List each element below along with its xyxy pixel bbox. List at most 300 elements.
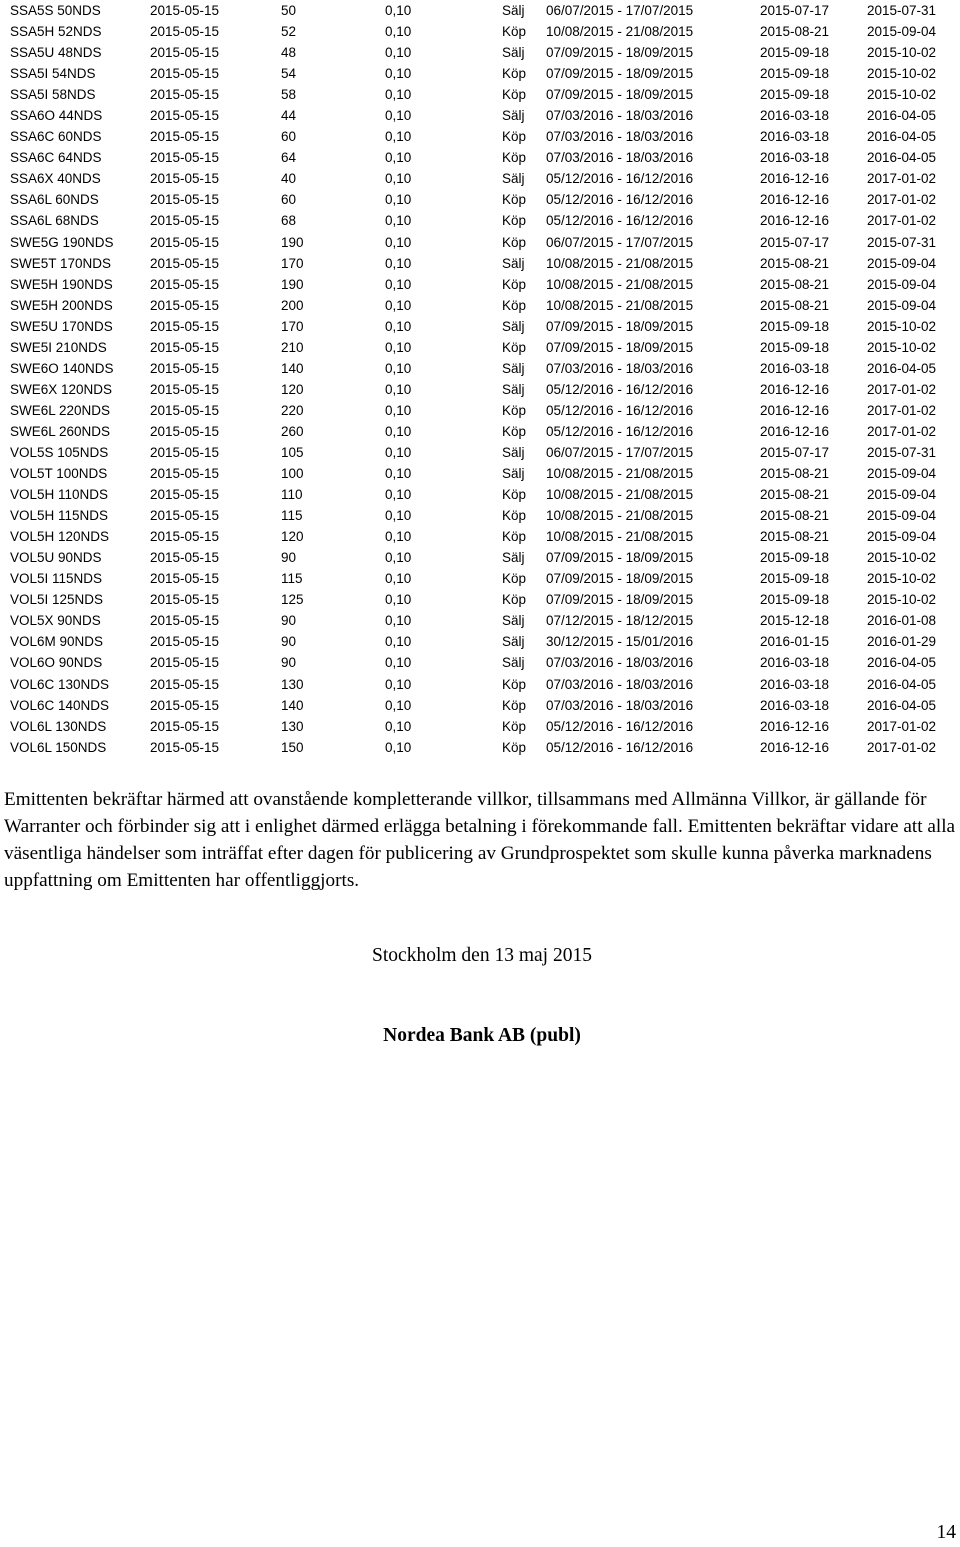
cell-start-date: 2015-05-15 bbox=[150, 466, 220, 482]
cell-expiry-date: 2015-12-18 bbox=[760, 613, 830, 629]
cell-valuation-period: 06/07/2015 - 17/07/2015 bbox=[546, 3, 694, 18]
table-row bbox=[10, 674, 950, 695]
table-row bbox=[10, 105, 950, 126]
cell-warrant-name: SSA6C 60NDS bbox=[10, 129, 102, 145]
cell-valuation-period: 10/08/2015 - 21/08/2015 bbox=[546, 297, 694, 313]
cell-expiry-date: 2016-03-18 bbox=[760, 697, 830, 713]
cell-strike: 52 bbox=[281, 24, 297, 40]
cell-start-date: 2015-05-15 bbox=[150, 381, 220, 397]
cell-valuation-period: 05/12/2016 - 16/12/2016 bbox=[546, 718, 694, 734]
cell-expiry-date: 2015-09-18 bbox=[760, 318, 830, 334]
cell-strike: 120 bbox=[281, 381, 304, 397]
cell-settlement-date: 2015-09-04 bbox=[867, 297, 937, 313]
cell-start-date: 2015-05-15 bbox=[150, 129, 220, 145]
cell-valuation-period: 07/03/2016 - 18/03/2016 bbox=[546, 150, 694, 166]
cell-settlement-date: 2015-07-31 bbox=[867, 234, 937, 250]
cell-multiplier: 0,10 bbox=[385, 613, 412, 629]
cell-start-date: 2015-05-15 bbox=[150, 550, 220, 566]
page-number: 14 bbox=[936, 1522, 956, 1543]
table-row bbox=[10, 316, 950, 337]
cell-start-date: 2015-05-15 bbox=[150, 192, 220, 208]
table-row bbox=[10, 737, 950, 758]
table-row bbox=[10, 63, 950, 84]
cell-type: Sälj bbox=[502, 255, 525, 271]
cell-start-date: 2015-05-15 bbox=[150, 655, 220, 671]
cell-type: Köp bbox=[502, 234, 527, 250]
cell-type: Köp bbox=[502, 423, 527, 439]
cell-multiplier: 0,10 bbox=[385, 529, 412, 545]
cell-multiplier: 0,10 bbox=[385, 402, 412, 418]
cell-settlement-date: 2016-04-05 bbox=[867, 697, 937, 713]
cell-strike: 115 bbox=[281, 508, 303, 524]
cell-settlement-date: 2016-04-05 bbox=[867, 360, 937, 376]
cell-expiry-date: 2016-12-16 bbox=[760, 213, 830, 229]
cell-type: Sälj bbox=[502, 171, 525, 187]
table-row bbox=[10, 253, 950, 274]
cell-valuation-period: 07/03/2016 - 18/03/2016 bbox=[546, 360, 694, 376]
cell-valuation-period: 10/08/2015 - 21/08/2015 bbox=[546, 276, 694, 292]
cell-expiry-date: 2015-08-21 bbox=[760, 276, 830, 292]
cell-warrant-name: VOL5I 125NDS bbox=[10, 592, 104, 608]
cell-settlement-date: 2015-10-02 bbox=[867, 339, 937, 355]
table-row bbox=[10, 274, 950, 295]
cell-expiry-date: 2016-12-16 bbox=[760, 402, 830, 418]
cell-settlement-date: 2015-10-02 bbox=[867, 318, 937, 334]
table-row bbox=[10, 568, 950, 589]
cell-type: Köp bbox=[502, 192, 527, 208]
cell-multiplier: 0,10 bbox=[385, 739, 412, 755]
cell-settlement-date: 2015-09-04 bbox=[867, 529, 937, 545]
table-row bbox=[10, 463, 950, 484]
cell-warrant-name: SSA5I 58NDS bbox=[10, 87, 96, 103]
cell-valuation-period: 07/09/2015 - 18/09/2015 bbox=[546, 550, 694, 566]
cell-warrant-name: SSA6X 40NDS bbox=[10, 171, 101, 187]
cell-strike: 150 bbox=[281, 739, 304, 755]
cell-valuation-period: 10/08/2015 - 21/08/2015 bbox=[546, 508, 694, 524]
cell-type: Köp bbox=[502, 66, 527, 82]
cell-start-date: 2015-05-15 bbox=[150, 108, 220, 124]
cell-warrant-name: VOL5U 90NDS bbox=[10, 550, 102, 566]
cell-start-date: 2015-05-15 bbox=[150, 297, 220, 313]
cell-multiplier: 0,10 bbox=[385, 550, 412, 566]
cell-strike: 200 bbox=[281, 297, 304, 313]
cell-warrant-name: SWE5U 170NDS bbox=[10, 318, 113, 334]
cell-settlement-date: 2015-07-31 bbox=[867, 3, 937, 18]
cell-warrant-name: VOL5S 105NDS bbox=[10, 444, 109, 460]
cell-settlement-date: 2016-04-05 bbox=[867, 129, 937, 145]
cell-start-date: 2015-05-15 bbox=[150, 634, 220, 650]
cell-multiplier: 0,10 bbox=[385, 276, 412, 292]
cell-start-date: 2015-05-15 bbox=[150, 444, 220, 460]
cell-strike: 110 bbox=[281, 487, 303, 503]
cell-valuation-period: 07/03/2016 - 18/03/2016 bbox=[546, 676, 694, 692]
table-row bbox=[10, 589, 950, 610]
cell-expiry-date: 2015-08-21 bbox=[760, 529, 830, 545]
cell-expiry-date: 2016-12-16 bbox=[760, 739, 830, 755]
cell-settlement-date: 2016-01-08 bbox=[867, 613, 937, 629]
cell-expiry-date: 2016-12-16 bbox=[760, 381, 830, 397]
cell-expiry-date: 2016-03-18 bbox=[760, 150, 830, 166]
cell-multiplier: 0,10 bbox=[385, 24, 412, 40]
cell-type: Sälj bbox=[502, 550, 525, 566]
cell-strike: 105 bbox=[281, 444, 304, 460]
cell-strike: 190 bbox=[281, 234, 304, 250]
cell-settlement-date: 2016-04-05 bbox=[867, 655, 937, 671]
cell-settlement-date: 2016-01-29 bbox=[867, 634, 937, 650]
cell-strike: 40 bbox=[281, 171, 297, 187]
cell-settlement-date: 2017-01-02 bbox=[867, 423, 937, 439]
cell-type: Sälj bbox=[502, 360, 525, 376]
cell-warrant-name: SWE6L 220NDS bbox=[10, 402, 111, 418]
cell-multiplier: 0,10 bbox=[385, 213, 412, 229]
cell-multiplier: 0,10 bbox=[385, 466, 412, 482]
cell-multiplier: 0,10 bbox=[385, 444, 412, 460]
table-row bbox=[10, 21, 950, 42]
cell-multiplier: 0,10 bbox=[385, 66, 412, 82]
cell-type: Köp bbox=[502, 487, 527, 503]
cell-type: Köp bbox=[502, 529, 527, 545]
cell-settlement-date: 2017-01-02 bbox=[867, 171, 937, 187]
cell-expiry-date: 2016-12-16 bbox=[760, 718, 830, 734]
cell-valuation-period: 10/08/2015 - 21/08/2015 bbox=[546, 487, 694, 503]
warrant-table bbox=[10, 0, 950, 758]
cell-multiplier: 0,10 bbox=[385, 255, 412, 271]
cell-warrant-name: SSA5S 50NDS bbox=[10, 3, 101, 18]
cell-multiplier: 0,10 bbox=[385, 234, 412, 250]
cell-strike: 210 bbox=[281, 339, 304, 355]
cell-expiry-date: 2015-09-18 bbox=[760, 87, 830, 103]
cell-start-date: 2015-05-15 bbox=[150, 276, 220, 292]
cell-valuation-period: 05/12/2016 - 16/12/2016 bbox=[546, 739, 694, 755]
table-row bbox=[10, 168, 950, 189]
table-row bbox=[10, 505, 950, 526]
cell-type: Köp bbox=[502, 676, 527, 692]
cell-start-date: 2015-05-15 bbox=[150, 234, 220, 250]
table-row bbox=[10, 210, 950, 231]
cell-multiplier: 0,10 bbox=[385, 381, 412, 397]
cell-expiry-date: 2016-03-18 bbox=[760, 655, 830, 671]
cell-multiplier: 0,10 bbox=[385, 634, 412, 650]
cell-valuation-period: 06/07/2015 - 17/07/2015 bbox=[546, 444, 694, 460]
cell-warrant-name: VOL6C 140NDS bbox=[10, 697, 110, 713]
cell-strike: 90 bbox=[281, 655, 297, 671]
cell-multiplier: 0,10 bbox=[385, 3, 412, 18]
cell-expiry-date: 2016-03-18 bbox=[760, 108, 830, 124]
cell-expiry-date: 2016-03-18 bbox=[760, 129, 830, 145]
cell-strike: 48 bbox=[281, 45, 297, 61]
cell-warrant-name: SWE5H 200NDS bbox=[10, 297, 113, 313]
cell-settlement-date: 2015-10-02 bbox=[867, 592, 937, 608]
cell-settlement-date: 2017-01-02 bbox=[867, 381, 937, 397]
cell-multiplier: 0,10 bbox=[385, 423, 412, 439]
cell-settlement-date: 2017-01-02 bbox=[867, 739, 937, 755]
cell-type: Sälj bbox=[502, 655, 525, 671]
cell-start-date: 2015-05-15 bbox=[150, 718, 220, 734]
cell-multiplier: 0,10 bbox=[385, 45, 412, 61]
cell-strike: 60 bbox=[281, 192, 297, 208]
cell-strike: 90 bbox=[281, 613, 297, 629]
cell-multiplier: 0,10 bbox=[385, 171, 412, 187]
cell-settlement-date: 2016-04-05 bbox=[867, 676, 937, 692]
table-row bbox=[10, 232, 950, 253]
cell-warrant-name: VOL5X 90NDS bbox=[10, 613, 101, 629]
cell-valuation-period: 07/09/2015 - 18/09/2015 bbox=[546, 571, 694, 587]
cell-valuation-period: 05/12/2016 - 16/12/2016 bbox=[546, 171, 694, 187]
cell-type: Köp bbox=[502, 129, 527, 145]
cell-type: Köp bbox=[502, 697, 527, 713]
table-row bbox=[10, 695, 950, 716]
cell-settlement-date: 2015-10-02 bbox=[867, 45, 937, 61]
cell-expiry-date: 2015-08-21 bbox=[760, 297, 830, 313]
cell-expiry-date: 2015-08-21 bbox=[760, 255, 830, 271]
cell-expiry-date: 2015-09-18 bbox=[760, 550, 830, 566]
cell-expiry-date: 2015-09-18 bbox=[760, 592, 830, 608]
cell-settlement-date: 2015-09-04 bbox=[867, 276, 937, 292]
cell-expiry-date: 2016-03-18 bbox=[760, 676, 830, 692]
table-row bbox=[10, 295, 950, 316]
cell-expiry-date: 2015-08-21 bbox=[760, 24, 830, 40]
cell-valuation-period: 10/08/2015 - 21/08/2015 bbox=[546, 24, 694, 40]
table-row bbox=[10, 126, 950, 147]
cell-strike: 100 bbox=[281, 466, 304, 482]
cell-multiplier: 0,10 bbox=[385, 655, 412, 671]
cell-multiplier: 0,10 bbox=[385, 360, 412, 376]
table-row bbox=[10, 631, 950, 652]
cell-valuation-period: 07/09/2015 - 18/09/2015 bbox=[546, 87, 694, 103]
cell-start-date: 2015-05-15 bbox=[150, 3, 220, 18]
cell-valuation-period: 07/03/2016 - 18/03/2016 bbox=[546, 129, 694, 145]
cell-settlement-date: 2015-09-04 bbox=[867, 24, 937, 40]
cell-type: Sälj bbox=[502, 381, 525, 397]
cell-settlement-date: 2016-04-05 bbox=[867, 108, 937, 124]
cell-multiplier: 0,10 bbox=[385, 718, 412, 734]
cell-type: Köp bbox=[502, 24, 527, 40]
cell-start-date: 2015-05-15 bbox=[150, 402, 220, 418]
cell-type: Köp bbox=[502, 87, 527, 103]
cell-warrant-name: VOL5H 115NDS bbox=[10, 508, 109, 524]
cell-warrant-name: VOL5T 100NDS bbox=[10, 466, 108, 482]
cell-expiry-date: 2015-09-18 bbox=[760, 339, 830, 355]
cell-expiry-date: 2016-12-16 bbox=[760, 192, 830, 208]
cell-warrant-name: VOL6L 130NDS bbox=[10, 718, 107, 734]
cell-strike: 125 bbox=[281, 592, 304, 608]
cell-type: Köp bbox=[502, 297, 527, 313]
cell-expiry-date: 2016-12-16 bbox=[760, 423, 830, 439]
cell-warrant-name: SWE5G 190NDS bbox=[10, 234, 114, 250]
cell-strike: 120 bbox=[281, 529, 304, 545]
cell-type: Sälj bbox=[502, 45, 525, 61]
table-row bbox=[10, 400, 950, 421]
cell-valuation-period: 07/03/2016 - 18/03/2016 bbox=[546, 697, 694, 713]
cell-strike: 60 bbox=[281, 129, 297, 145]
cell-warrant-name: SWE5I 210NDS bbox=[10, 339, 107, 355]
cell-strike: 90 bbox=[281, 634, 297, 650]
cell-type: Köp bbox=[502, 592, 527, 608]
table-row bbox=[10, 84, 950, 105]
cell-start-date: 2015-05-15 bbox=[150, 592, 220, 608]
cell-valuation-period: 07/09/2015 - 18/09/2015 bbox=[546, 45, 694, 61]
cell-start-date: 2015-05-15 bbox=[150, 423, 220, 439]
cell-start-date: 2015-05-15 bbox=[150, 66, 220, 82]
cell-strike: 140 bbox=[281, 360, 304, 376]
cell-type: Köp bbox=[502, 739, 527, 755]
cell-settlement-date: 2015-09-04 bbox=[867, 255, 937, 271]
cell-expiry-date: 2015-08-21 bbox=[760, 508, 830, 524]
cell-expiry-date: 2016-12-16 bbox=[760, 171, 830, 187]
cell-valuation-period: 07/09/2015 - 18/09/2015 bbox=[546, 339, 694, 355]
cell-strike: 90 bbox=[281, 550, 297, 566]
cell-warrant-name: VOL6O 90NDS bbox=[10, 655, 103, 671]
cell-start-date: 2015-05-15 bbox=[150, 24, 220, 40]
cell-start-date: 2015-05-15 bbox=[150, 487, 220, 503]
cell-warrant-name: SWE5H 190NDS bbox=[10, 276, 113, 292]
cell-multiplier: 0,10 bbox=[385, 192, 412, 208]
cell-multiplier: 0,10 bbox=[385, 87, 412, 103]
cell-valuation-period: 07/03/2016 - 18/03/2016 bbox=[546, 108, 694, 124]
cell-strike: 170 bbox=[281, 318, 304, 334]
cell-type: Köp bbox=[502, 402, 527, 418]
cell-settlement-date: 2016-04-05 bbox=[867, 150, 937, 166]
cell-settlement-date: 2015-10-02 bbox=[867, 87, 937, 103]
cell-multiplier: 0,10 bbox=[385, 150, 412, 166]
cell-strike: 44 bbox=[281, 108, 297, 124]
cell-valuation-period: 05/12/2016 - 16/12/2016 bbox=[546, 402, 694, 418]
cell-start-date: 2015-05-15 bbox=[150, 613, 220, 629]
cell-warrant-name: SSA5I 54NDS bbox=[10, 66, 96, 82]
cell-type: Köp bbox=[502, 339, 527, 355]
cell-warrant-name: SSA6C 64NDS bbox=[10, 150, 102, 166]
cell-expiry-date: 2015-08-21 bbox=[760, 466, 830, 482]
cell-strike: 54 bbox=[281, 66, 297, 82]
cell-start-date: 2015-05-15 bbox=[150, 739, 220, 755]
cell-warrant-name: VOL6M 90NDS bbox=[10, 634, 104, 650]
cell-type: Sälj bbox=[502, 466, 525, 482]
cell-warrant-name: SSA6O 44NDS bbox=[10, 108, 103, 124]
cell-settlement-date: 2015-10-02 bbox=[867, 550, 937, 566]
cell-warrant-name: SSA6L 68NDS bbox=[10, 213, 99, 229]
cell-start-date: 2015-05-15 bbox=[150, 255, 220, 271]
cell-strike: 64 bbox=[281, 150, 297, 166]
cell-expiry-date: 2015-07-17 bbox=[760, 3, 830, 18]
cell-strike: 50 bbox=[281, 3, 297, 18]
cell-valuation-period: 05/12/2016 - 16/12/2016 bbox=[546, 423, 694, 439]
cell-settlement-date: 2017-01-02 bbox=[867, 402, 937, 418]
cell-start-date: 2015-05-15 bbox=[150, 529, 220, 545]
cell-valuation-period: 05/12/2016 - 16/12/2016 bbox=[546, 381, 694, 397]
cell-settlement-date: 2017-01-02 bbox=[867, 718, 937, 734]
cell-settlement-date: 2015-09-04 bbox=[867, 487, 937, 503]
cell-warrant-name: VOL6L 150NDS bbox=[10, 739, 107, 755]
cell-valuation-period: 10/08/2015 - 21/08/2015 bbox=[546, 529, 694, 545]
cell-start-date: 2015-05-15 bbox=[150, 360, 220, 376]
table-row bbox=[10, 610, 950, 631]
table-row bbox=[10, 0, 950, 21]
cell-valuation-period: 05/12/2016 - 16/12/2016 bbox=[546, 213, 694, 229]
cell-warrant-name: VOL5I 115NDS bbox=[10, 571, 103, 587]
cell-multiplier: 0,10 bbox=[385, 108, 412, 124]
cell-warrant-name: VOL5H 110NDS bbox=[10, 487, 109, 503]
cell-expiry-date: 2015-09-18 bbox=[760, 571, 830, 587]
cell-start-date: 2015-05-15 bbox=[150, 213, 220, 229]
cell-valuation-period: 07/09/2015 - 18/09/2015 bbox=[546, 318, 694, 334]
cell-warrant-name: SWE6O 140NDS bbox=[10, 360, 114, 376]
cell-expiry-date: 2015-09-18 bbox=[760, 45, 830, 61]
cell-type: Sälj bbox=[502, 318, 525, 334]
cell-type: Köp bbox=[502, 718, 527, 734]
cell-strike: 260 bbox=[281, 423, 304, 439]
table-row bbox=[10, 337, 950, 358]
cell-valuation-period: 10/08/2015 - 21/08/2015 bbox=[546, 255, 694, 271]
cell-strike: 220 bbox=[281, 402, 304, 418]
cell-strike: 68 bbox=[281, 213, 297, 229]
cell-warrant-name: SWE5T 170NDS bbox=[10, 255, 112, 271]
cell-expiry-date: 2015-07-17 bbox=[760, 444, 830, 460]
cell-multiplier: 0,10 bbox=[385, 297, 412, 313]
cell-multiplier: 0,10 bbox=[385, 508, 412, 524]
closing-paragraph: Emittenten bekräftar härmed att ovanstående kompletterande villkor, tillsammans med Allmänna Villkor, är gällande för Warranter och förbinder sig att i enlighet därmed erlägga betalning i förekommande fall. Emittenten bekräftar vidare att alla väsentliga händelser som inträffat efter dagen för publicering av Grundprospektet som skulle kunna påverka marknadens uppfattning om Emittenten har offentliggjorts. bbox=[4, 789, 956, 891]
cell-type: Sälj bbox=[502, 444, 525, 460]
cell-type: Köp bbox=[502, 508, 527, 524]
cell-start-date: 2015-05-15 bbox=[150, 571, 220, 587]
table-row bbox=[10, 547, 950, 568]
cell-strike: 130 bbox=[281, 676, 304, 692]
cell-strike: 130 bbox=[281, 718, 304, 734]
cell-warrant-name: VOL6C 130NDS bbox=[10, 676, 110, 692]
cell-type: Köp bbox=[502, 276, 527, 292]
cell-start-date: 2015-05-15 bbox=[150, 150, 220, 166]
cell-settlement-date: 2015-10-02 bbox=[867, 571, 937, 587]
cell-multiplier: 0,10 bbox=[385, 676, 412, 692]
cell-valuation-period: 07/03/2016 - 18/03/2016 bbox=[546, 655, 694, 671]
cell-strike: 115 bbox=[281, 571, 303, 587]
cell-settlement-date: 2015-07-31 bbox=[867, 444, 937, 460]
cell-valuation-period: 05/12/2016 - 16/12/2016 bbox=[546, 192, 694, 208]
table-row bbox=[10, 421, 950, 442]
cell-warrant-name: SSA5H 52NDS bbox=[10, 24, 102, 40]
cell-expiry-date: 2016-01-15 bbox=[760, 634, 830, 650]
cell-settlement-date: 2015-10-02 bbox=[867, 66, 937, 82]
cell-type: Köp bbox=[502, 213, 527, 229]
cell-warrant-name: SWE6X 120NDS bbox=[10, 381, 113, 397]
cell-valuation-period: 06/07/2015 - 17/07/2015 bbox=[546, 234, 694, 250]
place-and-date: Stockholm den 13 maj 2015 bbox=[372, 945, 592, 966]
table-row bbox=[10, 189, 950, 210]
cell-valuation-period: 30/12/2015 - 15/01/2016 bbox=[546, 634, 694, 650]
cell-warrant-name: SWE6L 260NDS bbox=[10, 423, 111, 439]
cell-type: Sälj bbox=[502, 613, 525, 629]
cell-start-date: 2015-05-15 bbox=[150, 339, 220, 355]
cell-strike: 190 bbox=[281, 276, 304, 292]
cell-valuation-period: 07/09/2015 - 18/09/2015 bbox=[546, 66, 694, 82]
table-row bbox=[10, 484, 950, 505]
cell-expiry-date: 2015-07-17 bbox=[760, 234, 830, 250]
cell-strike: 58 bbox=[281, 87, 297, 103]
cell-type: Sälj bbox=[502, 3, 525, 18]
cell-valuation-period: 07/09/2015 - 18/09/2015 bbox=[546, 592, 694, 608]
cell-valuation-period: 10/08/2015 - 21/08/2015 bbox=[546, 466, 694, 482]
cell-type: Sälj bbox=[502, 108, 525, 124]
cell-multiplier: 0,10 bbox=[385, 129, 412, 145]
table-row bbox=[10, 442, 950, 463]
cell-multiplier: 0,10 bbox=[385, 487, 412, 503]
cell-settlement-date: 2015-09-04 bbox=[867, 508, 937, 524]
cell-valuation-period: 07/12/2015 - 18/12/2015 bbox=[546, 613, 694, 629]
cell-warrant-name: VOL5H 120NDS bbox=[10, 529, 110, 545]
cell-strike: 170 bbox=[281, 255, 304, 271]
cell-warrant-name: SSA5U 48NDS bbox=[10, 45, 102, 61]
cell-multiplier: 0,10 bbox=[385, 697, 412, 713]
table-row bbox=[10, 716, 950, 737]
